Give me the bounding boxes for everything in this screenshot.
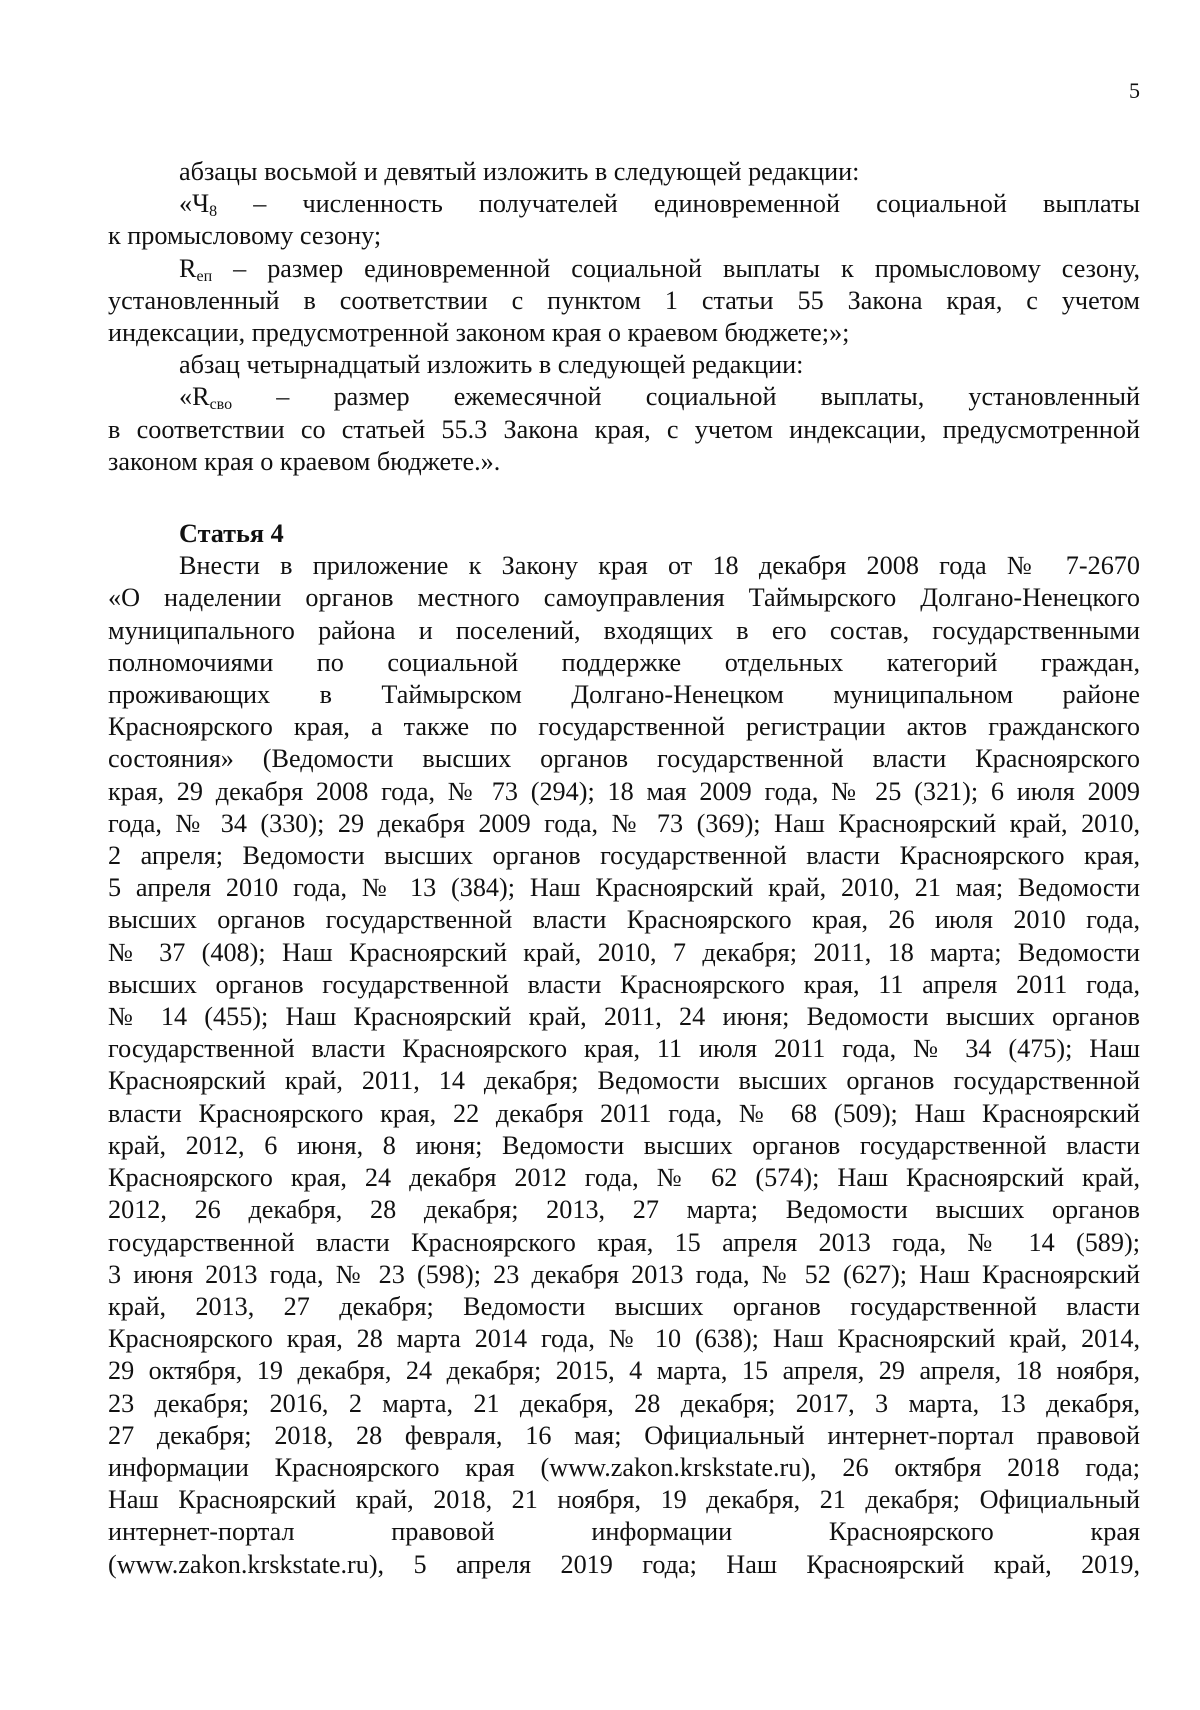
text-line: 3 июня 2013 года, № 23 (598); 23 декабря 2013 года, № 52 (627); Наш Красноярский xyxy=(108,1259,1140,1289)
article-4-body xyxy=(108,550,1140,1581)
text-line: года, № 34 (330); 29 декабря 2009 года, № 73 (369); Наш Красноярский край, 2010, xyxy=(108,808,1140,838)
text-line: высших органов государственной власти Красноярского края, 26 июля 2010 года, xyxy=(108,905,1140,935)
text-line: «О наделении органов местного самоуправления Таймырского Долгано-Ненецкого xyxy=(108,583,1140,613)
text-line: индексации, предусмотренной законом края о краевом бюджете;»; xyxy=(108,318,850,348)
text-line: «$Ч_8$ – численность получателей единовременной социальной выплаты xyxy=(179,189,1140,221)
text-line: № 14 (455); Наш Красноярский край, 2011, 24 июня; Ведомости высших органов xyxy=(108,1002,1140,1032)
text-line: 23 декабря; 2016, 2 марта, 21 декабря, 28 декабря; 2017, 3 марта, 13 декабря, xyxy=(108,1388,1140,1418)
text-line: Красноярский край, 2011, 14 декабря; Ведомости высших органов государственной xyxy=(108,1066,1140,1096)
text-line: № 37 (408); Наш Красноярский край, 2010, 7 декабря; 2011, 18 марта; Ведомости xyxy=(108,937,1140,967)
text-line: информации Красноярского края (www.zakon.krskstate.ru), 26 октября 2018 года; xyxy=(108,1452,1140,1482)
text-line: установленный в соответствии с пунктом 1 статьи 55 Закона края, с учетом xyxy=(108,285,1140,315)
text-line: $R_{еп}$ – размер единовременной социальной выплаты к промысловому сезону, xyxy=(179,253,1140,285)
text-line: 2 апреля; Ведомости высших органов государственной власти Красноярского края, xyxy=(108,841,1140,871)
text-line: в соответствии со статьей 55.3 Закона края, с учетом индексации, предусмотренной xyxy=(108,414,1140,444)
text-line: края, 29 декабря 2008 года, № 73 (294); 18 мая 2009 года, № 25 (321); 6 июля 2009 xyxy=(108,776,1140,806)
text-line: высших органов государственной власти Красноярского края, 11 апреля 2011 года, xyxy=(108,969,1140,999)
text-line: Красноярского края, 24 декабря 2012 года, № 62 (574); Наш Красноярский край, xyxy=(108,1163,1140,1193)
text-line: государственной власти Красноярского края, 11 июля 2011 года, № 34 (475); Наш xyxy=(108,1034,1140,1064)
text-line: (www.zakon.krskstate.ru), 5 апреля 2019 года; Наш Красноярский край, 2019, xyxy=(108,1549,1140,1579)
text-line: 29 октября, 19 декабря, 24 декабря; 2015, 4 марта, 15 апреля, 29 апреля, 18 ноября, xyxy=(108,1356,1140,1386)
paragraph-edit-instruction-1: абзацы восьмой и девятый изложить в следующей редакции: xyxy=(179,157,860,186)
text-line: Наш Красноярский край, 2018, 21 ноября, 19 декабря, 21 декабря; Официальный xyxy=(108,1485,1140,1515)
text-line: проживающих в Таймырском Долгано-Ненецком муниципальном районе xyxy=(108,680,1140,710)
document-body xyxy=(108,156,1140,1581)
text-line: состояния» (Ведомости высших органов государственной власти Красноярского xyxy=(108,744,1140,774)
text-line: государственной власти Красноярского края, 15 апреля 2013 года, № 14 (589); xyxy=(108,1227,1140,1257)
text-line: Внести в приложение к Закону края от 18 декабря 2008 года № 7-2670 xyxy=(179,551,1140,581)
text-line: «$R_{сво}$ – размер ежемесячной социальной выплаты, установленный xyxy=(179,382,1140,414)
text-line: 2012, 26 декабря, 28 декабря; 2013, 27 марта; Ведомости высших органов xyxy=(108,1195,1140,1225)
paragraph-rsvo-definition xyxy=(108,381,1140,478)
text-line: край, 2013, 27 декабря; Ведомости высших органов государственной власти xyxy=(108,1291,1140,1321)
text-line: власти Красноярского края, 22 декабря 2011 года, № 68 (509); Наш Красноярский xyxy=(108,1098,1140,1128)
paragraph-ch8-definition xyxy=(108,188,1140,252)
page-number: 5 xyxy=(1129,78,1140,103)
paragraph-edit-instruction-2: абзац четырнадцатый изложить в следующей редакции: xyxy=(179,350,804,380)
article-heading: Статья 4 xyxy=(179,519,284,549)
text-line: к промысловому сезону; xyxy=(108,221,382,251)
text-line: 5 апреля 2010 года, № 13 (384); Наш Красноярский край, 2010, 21 мая; Ведомости xyxy=(108,873,1140,903)
text-line: интернет-портал правовой информации Красноярского края xyxy=(108,1517,1140,1547)
text-line: 27 декабря; 2018, 28 февраля, 16 мая; Официальный интернет-портал правовой xyxy=(108,1420,1140,1450)
text-line: законом края о краевом бюджете.». xyxy=(108,446,501,476)
text-line: край, 2012, 6 июня, 8 июня; Ведомости высших органов государственной власти xyxy=(108,1130,1140,1160)
paragraph-rep-definition xyxy=(108,253,1140,350)
text-line: муниципального района и поселений, входящих в его состав, государственными xyxy=(108,615,1140,645)
text-line: Красноярского края, а также по государственной регистрации актов гражданского xyxy=(108,712,1140,742)
text-line: полномочиями по социальной поддержке отдельных категорий граждан, xyxy=(108,647,1140,677)
text-line: Красноярского края, 28 марта 2014 года, № 10 (638); Наш Красноярский край, 2014, xyxy=(108,1324,1140,1354)
